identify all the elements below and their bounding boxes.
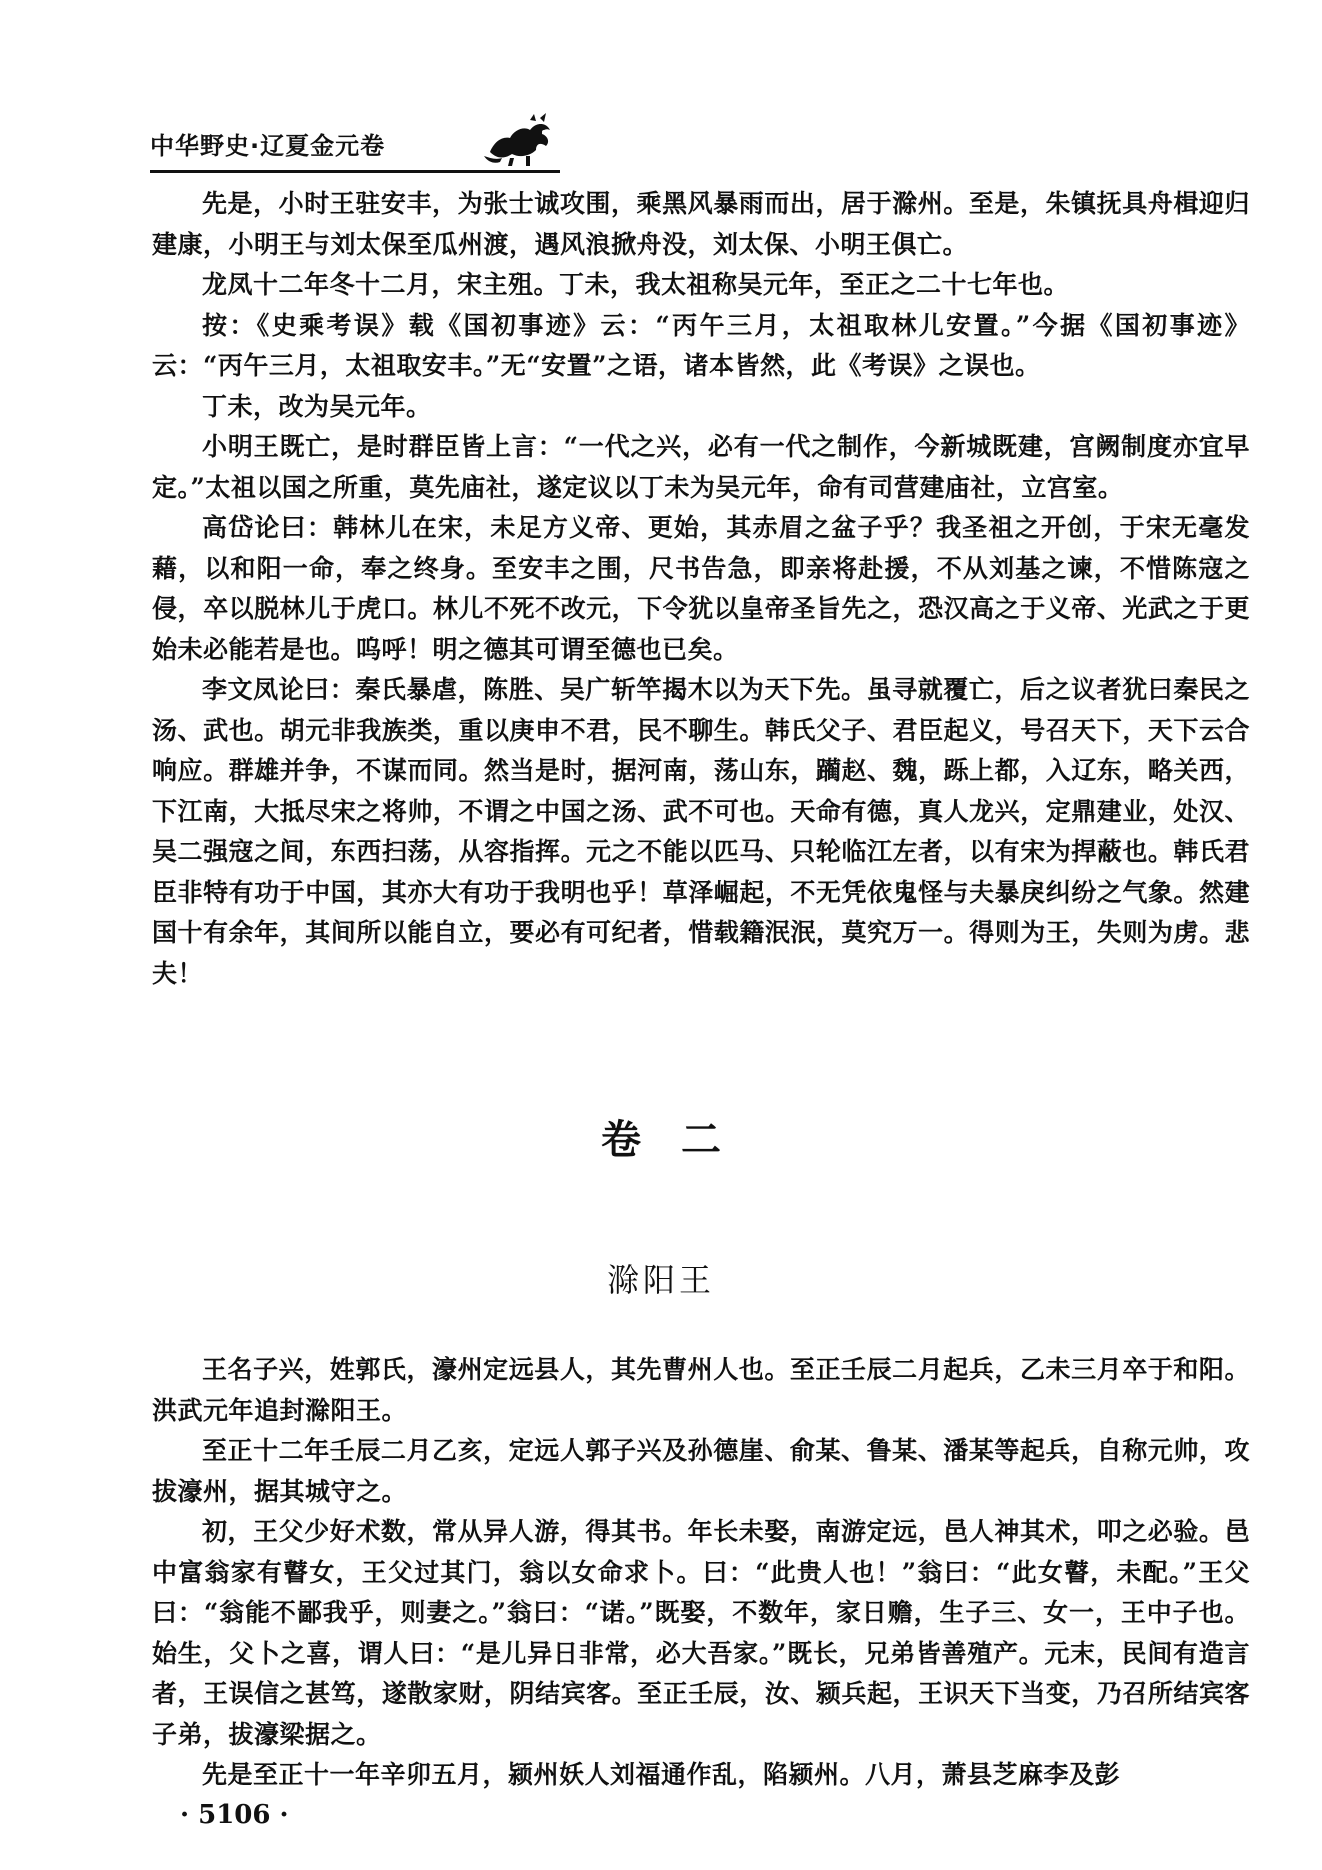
dragon-emblem-icon xyxy=(480,112,560,168)
section-body-text xyxy=(152,184,1250,994)
paragraph: 按：《史乘考误》载《国初事迹》云：“丙午三月，太祖取林儿安置。”今据《国初事迹》云：“丙午三月，太祖取安丰。”无“安置”之语，诸本皆然，此《考误》之误也。 xyxy=(152,310,1250,380)
paragraph: 至正十二年壬辰二月乙亥，定远人郭子兴及孙德崖、俞某、鲁某、潘某等起兵，自称元帅，攻拔濠州，据其城守之。 xyxy=(152,1436,1250,1506)
paragraph: 小明王既亡，是时群臣皆上言：“一代之兴，必有一代之制作，今新城既建，宫阙制度亦宜早定。”太祖以国之所重，莫先庙社，遂定议以丁未为吴元年，命有司营建庙社，立宫室。 xyxy=(152,432,1250,502)
header-rule xyxy=(150,170,560,173)
paragraph: 丁未，改为吴元年。 xyxy=(202,391,432,421)
book-title: 中华野史·辽夏金元卷 xyxy=(150,132,386,160)
paragraph: 初，王父少好术数，常从异人游，得其书。年长未娶，南游定远，邑人神其术，叩之必验。邑中富翁家有瞽女，王父过其门，翁以女命求卜。曰：“此贵人也！”翁曰：“此女瞽，未配。”王父曰：“翁能不鄙我乎，则妻之。”翁曰：“诺。”既娶，不数年，家日赡，生子三、女一，王中子也。始生，父卜之喜，谓人曰：“是儿异日非常，必大吾家。”既长，兄弟皆善殖产。元末，民间有造言者，王误信之甚笃，遂散家财，阴结宾客。至正壬辰，汝、颍兵起，王识天下当变，乃召所结宾客子弟，拔濠梁据之。 xyxy=(152,1517,1250,1749)
paragraph: 先是至正十一年辛卯五月，颍州妖人刘福通作乱，陷颍州。八月，萧县芝麻李及彭 xyxy=(202,1760,1121,1789)
chapter-body-text xyxy=(152,1350,1250,1796)
paragraph: 李文凤论曰：秦氏暴虐，陈胜、吴广斩竿揭木以为天下先。虽寻就覆亡，后之议者犹曰秦民之汤、武也。胡元非我族类，重以庚申不君，民不聊生。韩氏父子、君臣起义，号召天下，天下云合响应。群雄并争，不谋而同。然当是时，据河南，荡山东，躏赵、魏，跞上都，入辽东，略关西，下江南，大抵尽宋之将帅，不谓之中国之汤、武不可也。天命有德，真人龙兴，定鼎建业，处汉、吴二强寇之间，东西扫荡，从容指挥。元之不能以匹马、只轮临江左者，以有宋为捍蔽也。韩氏君臣非特有功于中国，其亦大有功于我明也乎！草泽崛起，不无凭依鬼怪与夫暴戾纠纷之气象。然建国十有余年，其间所以能自立，要必有可纪者，惜载籍泯泯，莫究万一。得则为王，失则为虏。悲夫！ xyxy=(152,675,1250,988)
paragraph: 王名子兴，姓郭氏，濠州定远县人，其先曹州人也。至正壬辰二月起兵，乙未三月卒于和阳。洪武元年追封滁阳王。 xyxy=(152,1355,1250,1425)
paragraph: 龙凤十二年冬十二月，宋主殂。丁未，我太祖称吴元年，至正之二十七年也。 xyxy=(202,270,1070,299)
volume-heading: 卷二 xyxy=(601,1117,761,1163)
page-number: · 5106 · xyxy=(180,1800,289,1830)
paragraph: 先是，小时王驻安丰，为张士诚攻围，乘黑风暴雨而出，居于滁州。至是，朱镇抚具舟楫迎归建康，小明王与刘太保至瓜州渡，遇风浪掀舟没，刘太保、小明王俱亡。 xyxy=(152,189,1250,259)
chapter-heading: 滁阳王 xyxy=(606,1261,715,1299)
running-header xyxy=(150,120,570,172)
paragraph: 高岱论曰：韩林儿在宋，未足方义帝、更始，其赤眉之盆子乎？我圣祖之开创，于宋无毫发藉，以和阳一命，奉之终身。至安丰之围，尺书告急，即亲将赴援，不从刘基之谏，不惜陈寇之侵，卒以脱林儿于虎口。林儿不死不改元，下令犹以皇帝圣旨先之，恐汉高之于义帝、光武之于更始未必能若是也。呜呼！明之德其可谓至德也已矣。 xyxy=(152,513,1250,664)
